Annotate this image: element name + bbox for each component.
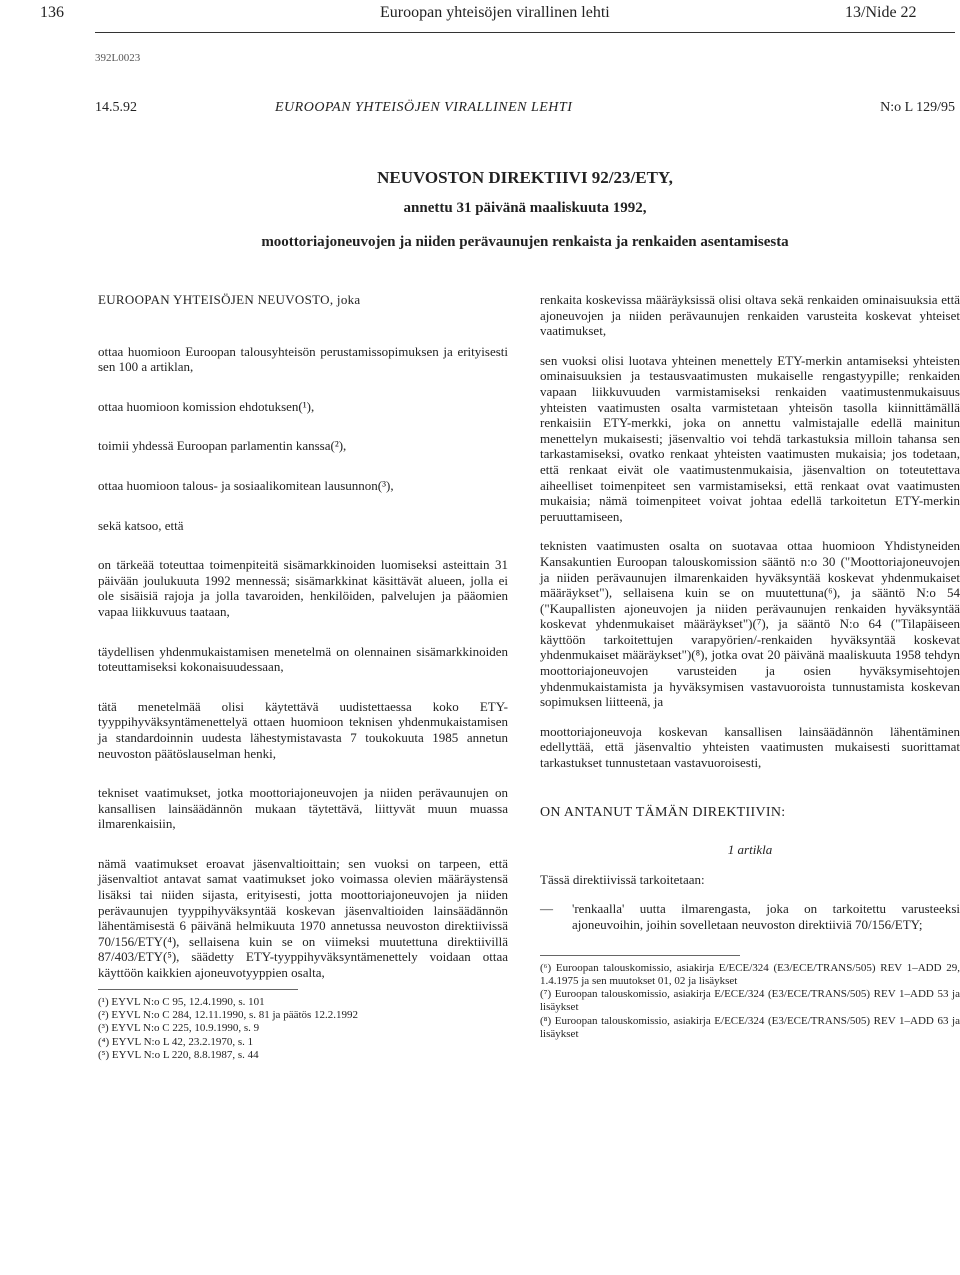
paragraph: ottaa huomioon Euroopan talousyhteisön perustamissopimuksen ja erityisesti sen 100 a artiklan,	[98, 343, 508, 375]
paragraph: nämä vaatimukset eroavat jäsenvaltioittain; sen vuoksi on tarpeen, että jäsenvaltiot antavat samat vaatimukset joko voimassa olevien määräystensä lisäksi tai niiden sijasta, erityisesti, jotta moottoriajoneuvojen ja niiden perävaunujen tyyppihyväksyntää koskevan jäsenvaltioiden lainsäädännön lähentämisestä 6 päivänä helmikuuta 1970 annetussa neuvoston direktiivissä 70/156/ETY(⁴), sellaisena kuin se on viimeksi muutettuna direktiivillä 87/403/ETY(⁵), säädetty ETY-tyyppihyväksyntämenettely voidaan ottaa käyttöön kaikkien ajoneuvotyyppien osalta,	[98, 855, 508, 981]
footnote: (³) EYVL N:o C 225, 10.9.1990, s. 9	[98, 1022, 260, 1035]
paragraph: EUROOPAN YHTEISÖJEN NEUVOSTO, joka	[98, 292, 361, 307]
paragraph: ottaa huomioon komission ehdotuksen(¹),	[98, 398, 315, 414]
paragraph: toimii yhdessä Euroopan parlamentin kanssa(²),	[98, 438, 347, 454]
journal-title: EUROOPAN YHTEISÖJEN VIRALLINEN LEHTI	[275, 100, 573, 115]
paragraph: renkaita koskevissa määräyksissä olisi oltava sekä renkaiden ominaisuuksia että ajoneuvojen ja niiden perävaunujen renkaiden varusteita koskevat yhteiset vaatimukset,	[540, 292, 960, 339]
paragraph: sen vuoksi olisi luotava yhteinen menettely ETY-merkin antamiseksi yhteisten ominaisuuksien ja testausvaatimusten mukaiselle rengastyypille; renkaiden vapaan liikkuvuuden varmistamiseksi renkaiden vaatimustenmukaisuus yhteisten vaatimusten osalta varmistetaan yhteisön tasolla kiinnittämällä renkaisiin ETY-merkki, joka on annettu valmistajalle edellä mainitun menettelyn mukaisesti; jäsenvaltio voi tehdä tarkastuksia milloin tahansa sen tarkastamiseksi, ovatko renkaat yhteisten vaatimusten mukaisia; jos todetaan, että renkaat eivät ole vaatimustenmukaisia, jäsenvaltion on toteutettava aiheelliset toimenpiteet sen varmistamiseksi, että renkaat ovat vaatimusten mukaisia; nämä toimenpiteet voivat johtaa edellä tarkoitetun ETY-merkin peruuttamiseen,	[540, 352, 960, 524]
footnote: (²) EYVL N:o C 284, 12.11.1990, s. 81 ja päätös 12.2.1992	[98, 1008, 359, 1021]
definition-item	[540, 901, 960, 932]
page-number: 136	[40, 4, 64, 21]
directive-subject: moottoriajoneuvojen ja niiden perävaunujen renkaista ja renkaiden asentamisesta	[261, 234, 789, 250]
journal-name: Euroopan yhteisöjen virallinen lehti	[380, 4, 610, 21]
article-heading: 1 artikla	[727, 842, 773, 858]
paragraph: tätä menetelmää olisi käytettävä uudistettaessa koko ETY-tyyppihyväksyntämenettelyä ottaen huomioon teknisen yhdenmukaistamisen ja standardoinnin uudesta lähestymistavasta 7 toukokuuta 1985 annetun neuvoston päätöslauselman henki,	[98, 698, 508, 761]
section-heading: ON ANTANUT TÄMÄN DIREKTIIVIN:	[540, 804, 786, 820]
dash-marker: —	[540, 901, 553, 917]
paragraph: moottoriajoneuvoja koskevan kansallisen lainsäädännön lähentäminen edellyttää, että jäsenvaltio yhteisten vaatimusten mukaisesti suorittamat tarkastukset tunnustetaan vastavuoroisesti,	[540, 723, 960, 771]
paragraph: ottaa huomioon talous- ja sosiaalikomitean lausunnon(³),	[98, 477, 394, 493]
footnote: (⁴) EYVL N:o L 42, 23.2.1970, s. 1	[98, 1035, 254, 1048]
reference-number: N:o L 129/95	[880, 100, 955, 115]
left-column	[98, 292, 508, 1062]
footnote: (⁸) Euroopan talouskomissio, asiakirja E/ECE/324 (E3/ECE/TRANS/505) REV 1–ADD 63 ja lisäykset	[540, 1014, 960, 1041]
footnote-divider	[98, 989, 298, 990]
paragraph: sekä katsoo, että	[98, 517, 184, 533]
issue-label: 13/Nide 22	[845, 4, 917, 21]
paragraph: tekniset vaatimukset, jotka moottoriajoneuvojen ja niiden perävaunujen on kansallisen lainsäädännön mukaan täytettävä, liittyvät muun muassa ilmarenkaisiin,	[98, 785, 508, 832]
document-code: 392L0023	[95, 52, 141, 64]
right-column	[540, 292, 960, 1041]
footnotes	[540, 962, 960, 1042]
paragraph: täydellisen yhdenmukaistamisen menetelmä on olennainen sisämarkkinoiden toteuttamiseksi kokonaisuudessaan,	[98, 643, 508, 675]
directive-date: annettu 31 päivänä maaliskuuta 1992,	[403, 200, 647, 216]
definition-text: 'renkaalla' uutta ilmarengasta, joka on tarkoitettu varusteeksi ajoneuvoihin, joihin sovelletaan neuvoston direktiiviä 70/156/ETY;	[572, 901, 960, 932]
footnote: (¹) EYVL N:o C 95, 12.4.1990, s. 101	[98, 995, 265, 1008]
paragraph: on tärkeää toteuttaa toimenpiteitä sisämarkkinoiden luomiseksi asteittain 31 päivään joulukuuta 1992 mennessä; sisämarkkinat käsittävät alueen, jolla ei ole sisäisiä rajoja ja jolla tavaroiden, henkilöiden, palvelujen ja pääomien vapaa liikkuvuus taataan,	[98, 557, 508, 619]
paragraph: teknisten vaatimusten osalta on suotavaa ottaa huomioon Yhdistyneiden Kansakuntien Euroopan talouskomission sääntö n:o 30 ("Moottoriajoneuvojen ja niiden perävaunujen ilmarenkaiden hyväksyntää koskevat yhdenmukaiset määräykset"), sellaisena kuin se on muutettuna(⁶), ja sääntö N:o 54 ("Kaupallisten ajoneuvojen ja niiden perävaunujen renkaiden hyväksyntää koskevat yhdenmukaiset määräykset")(⁷), ja sääntö N:o 64 ("Tilapäiseen käyttöön tarkoitettujen varapyörien/-renkaiden hyväksyntää koskevat yhdenmukaiset määräykset")(⁸), jotka ovat 20 päivänä maaliskuuta 1958 tehdyn moottoriajoneuvojen varusteiden ja osien hyväksymisehtojen yhdenmukaistamista ja hyväksymisen vastavuoroista tunnustamista koskevan sopimuksen liitteenä, ja	[540, 538, 960, 710]
footnote: (⁶) Euroopan talouskomissio, asiakirja E/ECE/324 (E3/ECE/TRANS/505) REV 1–ADD 29, 1.4.1975 ja sen muutokset 01, 02 ja lisäykset	[540, 961, 960, 987]
paragraph: Tässä direktiivissä tarkoitetaan:	[540, 871, 705, 887]
running-header	[0, 0, 960, 30]
footnotes	[98, 996, 508, 1062]
footnote-divider	[540, 955, 740, 956]
footnote: (⁵) EYVL N:o L 220, 8.8.1987, s. 44	[98, 1048, 259, 1061]
publication-date: 14.5.92	[95, 100, 137, 115]
footnote: (⁷) Euroopan talouskomissio, asiakirja E/ECE/324 (E3/ECE/TRANS/505) REV 1–ADD 53 ja lisäykset	[540, 988, 960, 1014]
directive-title: NEUVOSTON DIREKTIIVI 92/23/ETY,	[377, 168, 673, 187]
header-divider	[95, 32, 955, 33]
